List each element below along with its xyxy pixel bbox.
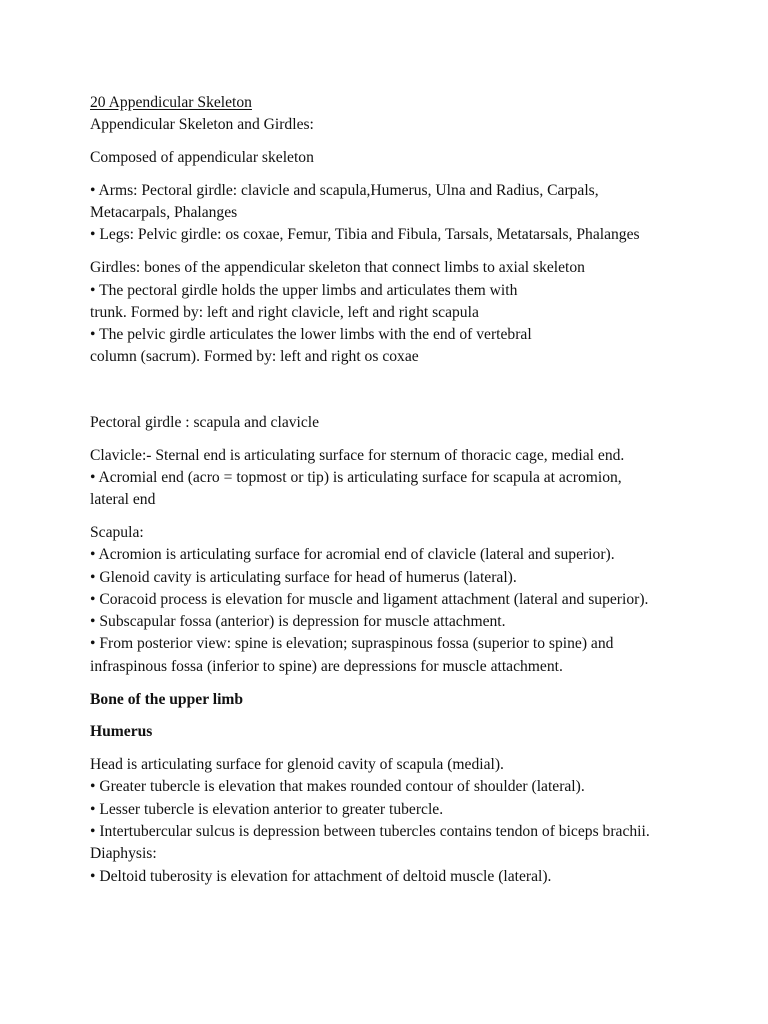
paragraph-line: Girdles: bones of the appendicular skeleton that connect limbs to axial skeleton [90, 259, 585, 277]
paragraph-line: • Coracoid process is elevation for muscle and ligament attachment (lateral and superior). [90, 590, 649, 608]
paragraph-line: • The pelvic girdle articulates the lower limbs with the end of vertebral [90, 326, 532, 344]
paragraph-line: Head is articulating surface for glenoid cavity of scapula (medial). [90, 756, 504, 774]
paragraph-line: • Greater tubercle is elevation that makes rounded contour of shoulder (lateral). [90, 778, 585, 796]
spacer [90, 247, 730, 258]
paragraph-line: • The pectoral girdle holds the upper limbs and articulates them with [90, 281, 518, 299]
spacer [90, 137, 730, 148]
document-page [90, 92, 730, 888]
spacer [90, 434, 730, 445]
section-subtitle: Appendicular Skeleton and Girdles: [90, 116, 314, 134]
paragraph-line: Diaphysis: [90, 845, 157, 863]
spacer [90, 369, 730, 412]
section-heading-pectoral: Pectoral girdle : scapula and clavicle [90, 413, 320, 431]
bullet-arms-continued: Metacarpals, Phalanges [90, 204, 238, 222]
paragraph-line: • Acromion is articulating surface for acromial end of clavicle (lateral and superior). [90, 546, 615, 564]
paragraph-line: • Intertubercular sulcus is depression between tubercles contains tendon of biceps brachii. [90, 823, 650, 841]
paragraph-line: lateral end [90, 491, 156, 509]
paragraph-line: • Glenoid cavity is articulating surface for head of humerus (lateral). [90, 568, 517, 586]
paragraph-line: Composed of appendicular skeleton [90, 149, 314, 167]
bullet-arms: • Arms: Pectoral girdle: clavicle and scapula,Humerus, Ulna and Radius, Carpals, [90, 181, 599, 199]
paragraph-line: • Deltoid tuberosity is elevation for attachment of deltoid muscle (lateral). [90, 867, 552, 885]
paragraph-line: • Subscapular fossa (anterior) is depression for muscle attachment. [90, 613, 506, 631]
paragraph-line: • Acromial end (acro = topmost or tip) is articulating surface for scapula at acromion, [90, 468, 622, 486]
spacer [90, 711, 730, 722]
spacer [90, 169, 730, 180]
scapula-heading: Scapula: [90, 523, 144, 541]
section-heading-upper-limb: Bone of the upper limb [90, 690, 244, 708]
paragraph-line: trunk. Formed by: left and right clavicle, left and right scapula [90, 303, 479, 321]
document-title: 20 Appendicular Skeleton [90, 94, 252, 111]
bullet-legs: • Legs: Pelvic girdle: os coxae, Femur, Tibia and Fibula, Tarsals, Metatarsals, Phalanges [90, 226, 640, 244]
paragraph-line: infraspinous fossa (inferior to spine) are depressions for muscle attachment. [90, 657, 563, 675]
section-heading-humerus: Humerus [90, 723, 153, 741]
spacer [90, 511, 730, 522]
paragraph-line: • From posterior view: spine is elevation; supraspinous fossa (superior to spine) and [90, 635, 614, 653]
spacer [90, 744, 730, 755]
spacer [90, 678, 730, 689]
paragraph-line: column (sacrum). Formed by: left and right os coxae [90, 348, 419, 366]
paragraph-line: Clavicle:- Sternal end is articulating surface for sternum of thoracic cage, medial end. [90, 446, 625, 464]
paragraph-line: • Lesser tubercle is elevation anterior to greater tubercle. [90, 800, 444, 818]
